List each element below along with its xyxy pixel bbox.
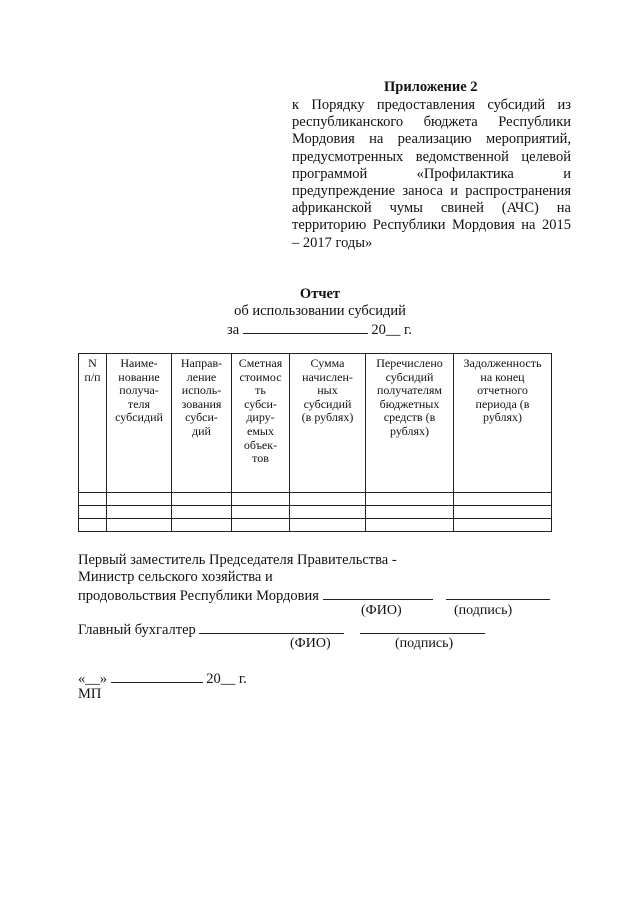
appendix-line: предусмотренных ведомственной целевой bbox=[292, 148, 571, 165]
deputy-title-line1: Первый заместитель Председателя Правительства - bbox=[78, 552, 397, 568]
report-table bbox=[78, 353, 552, 532]
column-header-line: Сметная bbox=[238, 356, 283, 370]
table-cell[interactable] bbox=[366, 506, 454, 519]
column-header-line: субсидий bbox=[385, 369, 434, 384]
column-header-line: субси- bbox=[185, 410, 218, 425]
column-header-line: стоимос bbox=[239, 369, 282, 384]
column-header-line: бюджетных bbox=[379, 396, 440, 411]
period-year: 20__ г. bbox=[371, 322, 412, 338]
stamp-label: МП bbox=[78, 686, 102, 702]
column-header-line: отчетного bbox=[477, 383, 528, 398]
column-header-line: зования bbox=[181, 396, 222, 411]
column-header-line: получателям bbox=[377, 383, 442, 398]
report-title: Отчет bbox=[299, 286, 341, 302]
column-header-line: получа- bbox=[119, 383, 159, 398]
column-header-line: Задолженность bbox=[463, 356, 542, 370]
accountant-fio-blank[interactable] bbox=[199, 620, 344, 634]
table-cell[interactable] bbox=[107, 506, 172, 519]
column-header-line: субсидий bbox=[303, 396, 352, 411]
column-header-line: п/п bbox=[84, 369, 101, 384]
column-header-line: рублях) bbox=[390, 423, 429, 438]
report-subtitle: об использовании субсидий bbox=[234, 303, 406, 319]
accountant-title: Главный бухгалтер bbox=[78, 622, 196, 638]
date-year: 20__ г. bbox=[206, 671, 247, 687]
column-header bbox=[172, 354, 232, 493]
table-cell[interactable] bbox=[232, 519, 290, 532]
column-header-line: дий bbox=[192, 423, 211, 438]
deputy-sign-caption: (подпись) bbox=[454, 603, 513, 618]
column-header-line: емых bbox=[247, 423, 274, 438]
table-cell[interactable] bbox=[290, 506, 366, 519]
column-header-line: средств (в bbox=[383, 410, 436, 425]
column-header-line: ление bbox=[186, 369, 217, 384]
column-header bbox=[107, 354, 172, 493]
appendix-line: территорию Республики Мордовия на 2015 bbox=[292, 217, 571, 234]
table-cell[interactable] bbox=[79, 493, 107, 506]
table-cell[interactable] bbox=[172, 506, 232, 519]
deputy-title-line2: Министр сельского хозяйства и bbox=[78, 569, 273, 585]
appendix-title: Приложение 2 bbox=[384, 79, 478, 95]
column-header-line: рублях) bbox=[483, 410, 522, 425]
appendix-line: – 2017 годы» bbox=[292, 234, 373, 251]
appendix-line: предупреждение заноса и распространения bbox=[292, 183, 571, 200]
column-header-line: диру- bbox=[246, 410, 275, 425]
column-header-line: ть bbox=[255, 383, 266, 398]
appendix-line: африканской чумы свиней (АЧС) на bbox=[292, 200, 571, 217]
deputy-title-text: продовольствия Республики Мордовия bbox=[78, 588, 319, 604]
table-row bbox=[79, 493, 552, 506]
column-header-line: тов bbox=[252, 451, 269, 466]
column-header-line: N bbox=[88, 356, 97, 370]
table-cell[interactable] bbox=[290, 519, 366, 532]
date-day: «__» bbox=[78, 671, 107, 687]
table-cell[interactable] bbox=[172, 493, 232, 506]
appendix-body bbox=[292, 97, 571, 252]
appendix-line: к Порядку предоставления субсидий из bbox=[292, 97, 571, 113]
accountant-sign-blank[interactable] bbox=[360, 620, 485, 634]
report-period bbox=[227, 320, 412, 339]
table-cell[interactable] bbox=[454, 493, 552, 506]
appendix-line: республиканского бюджета Республики bbox=[292, 114, 571, 131]
appendix-line: программой «Профилактика и bbox=[292, 165, 571, 182]
column-header-line: нование bbox=[118, 369, 160, 384]
column-header-line: периода (в bbox=[475, 396, 530, 411]
column-header bbox=[454, 354, 552, 493]
table-cell[interactable] bbox=[107, 519, 172, 532]
table-cell[interactable] bbox=[290, 493, 366, 506]
table-header-row bbox=[79, 354, 552, 493]
date-line bbox=[78, 669, 247, 688]
deputy-fio-caption: (ФИО) bbox=[361, 603, 402, 618]
table-cell[interactable] bbox=[107, 493, 172, 506]
column-header-line: субсидий bbox=[115, 410, 163, 425]
column-header-line: исполь- bbox=[181, 383, 222, 398]
column-header-line: теля bbox=[127, 396, 151, 411]
table-cell[interactable] bbox=[232, 506, 290, 519]
table-row bbox=[79, 519, 552, 532]
column-header-line: Перечислено bbox=[376, 356, 443, 370]
date-month-blank[interactable] bbox=[111, 669, 203, 683]
period-blank[interactable] bbox=[243, 320, 368, 334]
column-header bbox=[232, 354, 290, 493]
accountant-sign-caption: (подпись) bbox=[395, 636, 454, 651]
accountant-fio-caption: (ФИО) bbox=[290, 636, 331, 651]
column-header-line: Направ- bbox=[180, 356, 223, 370]
deputy-fio-blank[interactable] bbox=[323, 586, 433, 600]
column-header-line: Сумма bbox=[310, 356, 345, 370]
column-header-line: субси- bbox=[244, 396, 277, 411]
deputy-sign-blank[interactable] bbox=[446, 586, 550, 600]
column-header-line: объек- bbox=[243, 437, 278, 452]
table-body bbox=[79, 493, 552, 532]
table-row bbox=[79, 506, 552, 519]
table-cell[interactable] bbox=[366, 519, 454, 532]
column-header bbox=[366, 354, 454, 493]
column-header-line: ных bbox=[317, 383, 338, 398]
appendix-line: Мордовия на реализацию мероприятий, bbox=[292, 131, 571, 148]
table-cell[interactable] bbox=[79, 519, 107, 532]
table-cell[interactable] bbox=[79, 506, 107, 519]
table-cell[interactable] bbox=[232, 493, 290, 506]
table-cell[interactable] bbox=[454, 519, 552, 532]
column-header-line: Наиме- bbox=[120, 356, 158, 370]
table-cell[interactable] bbox=[454, 506, 552, 519]
table-cell[interactable] bbox=[366, 493, 454, 506]
column-header bbox=[290, 354, 366, 493]
table-cell[interactable] bbox=[172, 519, 232, 532]
period-prefix: за bbox=[227, 322, 240, 338]
column-header-line: (в рублях) bbox=[301, 410, 354, 425]
column-header bbox=[79, 354, 107, 493]
column-header-line: начислен- bbox=[302, 369, 353, 384]
column-header-line: на конец bbox=[480, 369, 525, 384]
